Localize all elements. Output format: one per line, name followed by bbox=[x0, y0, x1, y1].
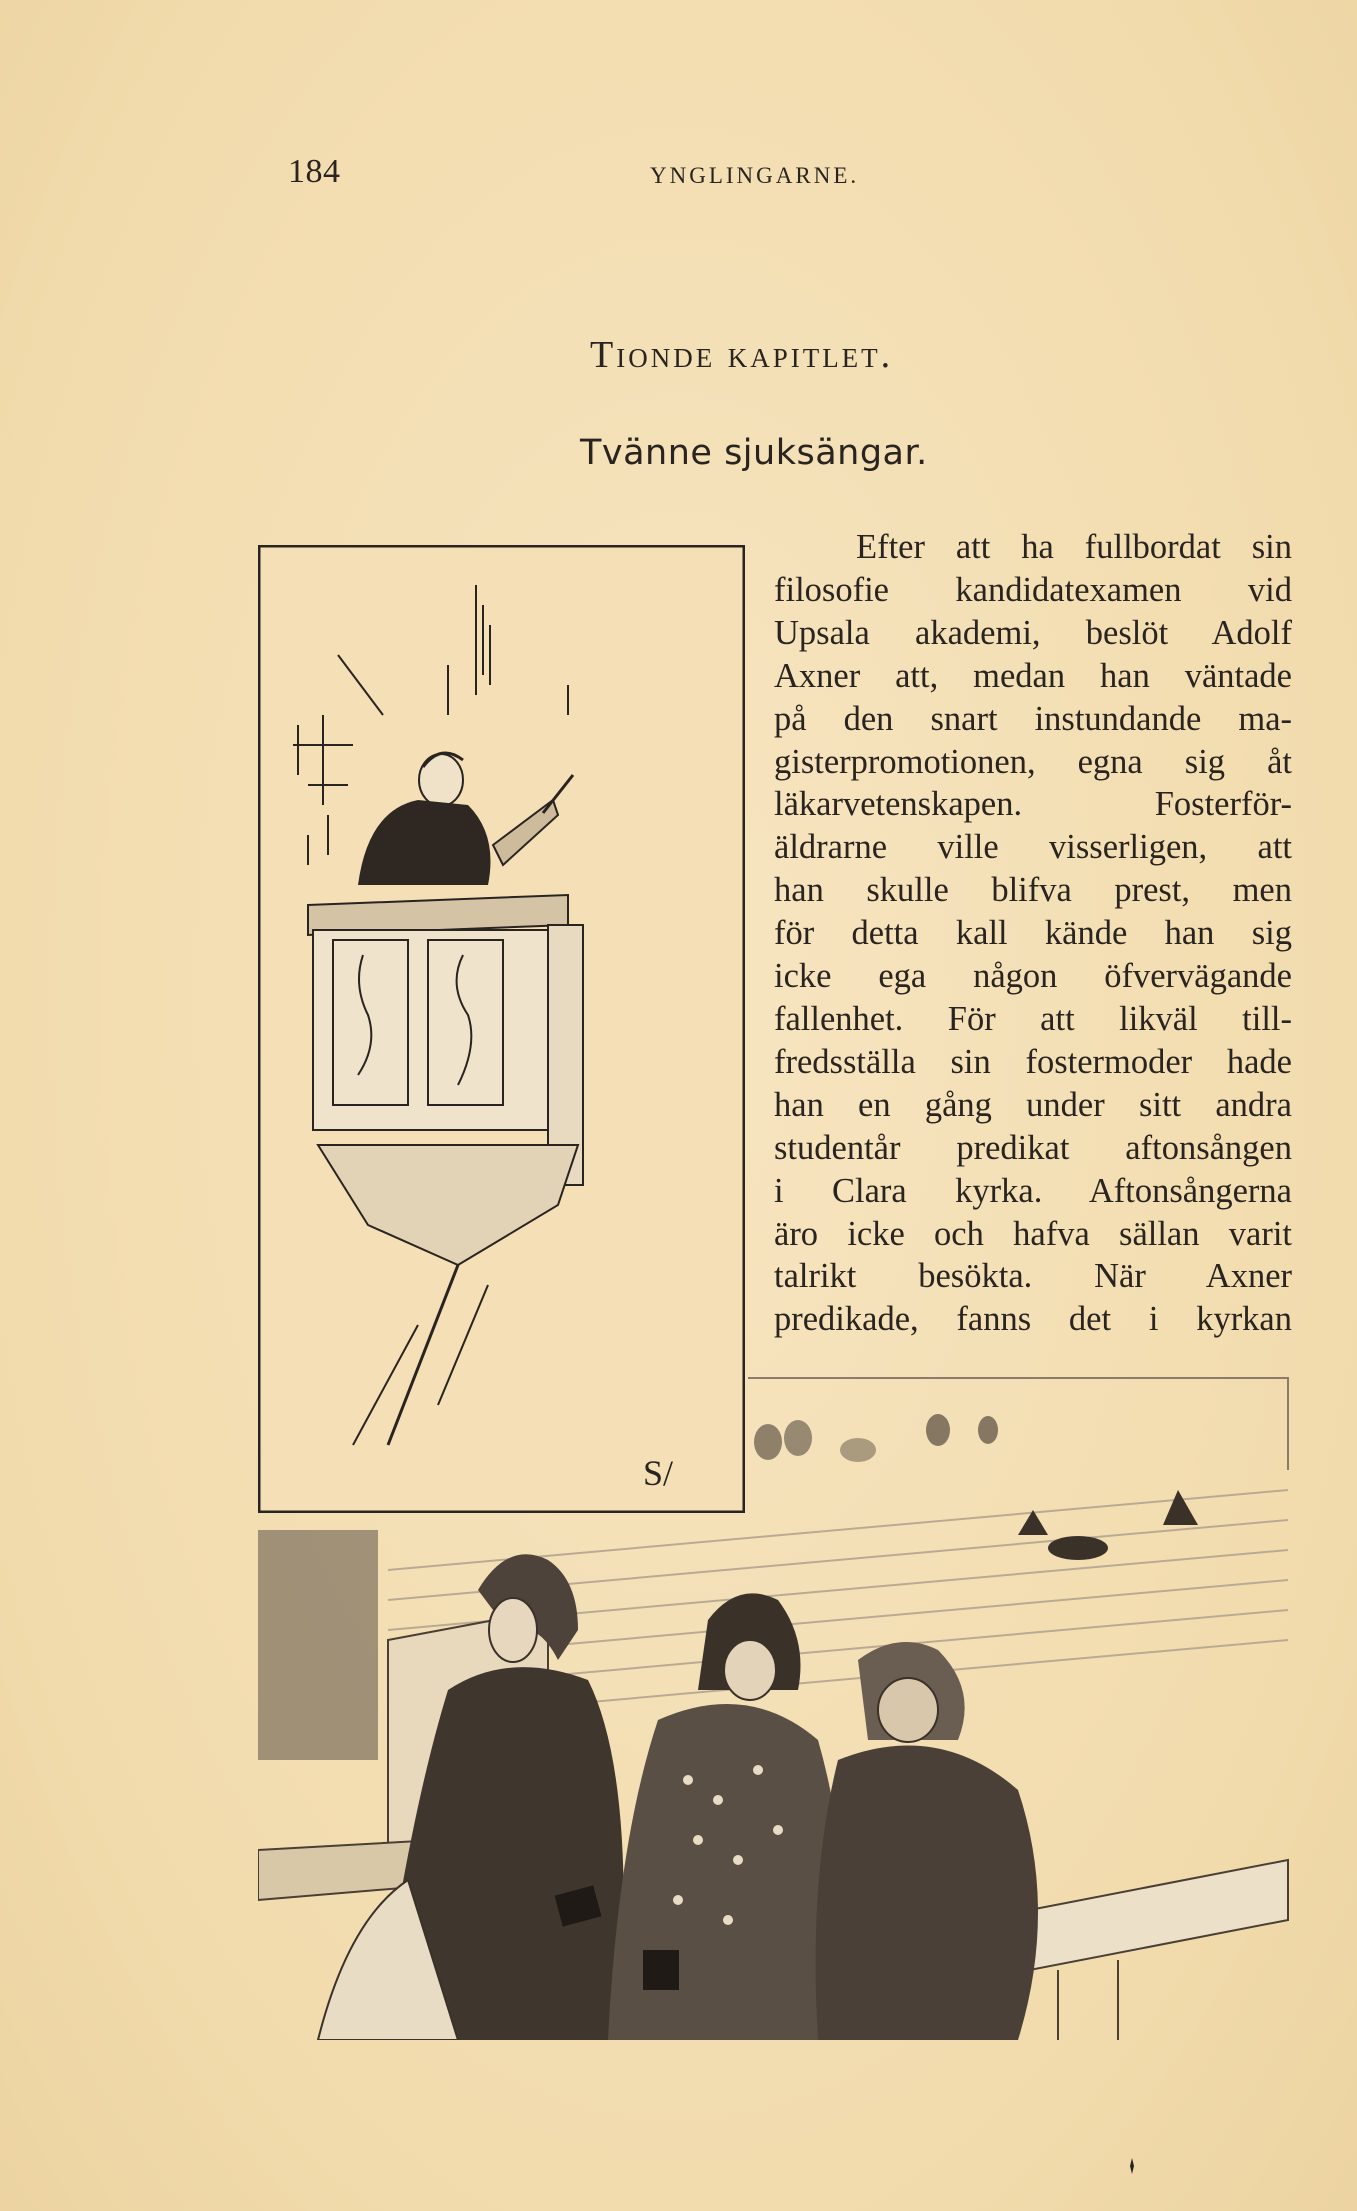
text-line: i Clara kyrka. Aftonsångerna bbox=[774, 1171, 1292, 1210]
text-line: han en gång under sitt andra bbox=[774, 1085, 1292, 1124]
text-line: fallenhet. För att likväl till- bbox=[774, 999, 1292, 1038]
text-line: icke ega någon öfvervägande bbox=[774, 957, 1292, 996]
text-line: på den snart instundande ma- bbox=[774, 699, 1292, 738]
text-line: studentår predikat aftonsången bbox=[774, 1128, 1292, 1167]
illustration-signature: S/ bbox=[643, 1453, 674, 1493]
text-line: äro icke och hafva sällan varit bbox=[774, 1214, 1292, 1253]
text-line: filosofie kandidatexamen vid bbox=[774, 570, 1292, 609]
text-line: Axner att, medan han väntade bbox=[774, 656, 1292, 695]
text-line: predikade, fanns det i kyrkan bbox=[774, 1300, 1292, 1339]
text-line: Efter att ha fullbordat sin bbox=[856, 528, 1292, 566]
chapter-heading: Tionde kapitlet. bbox=[590, 334, 894, 376]
text-line: fredsställa sin fostermoder hade bbox=[774, 1042, 1292, 1081]
ink-speck bbox=[1128, 2158, 1136, 2174]
text-line: läkarvetenskapen. Fosterför- bbox=[774, 785, 1292, 824]
running-head: YNGLINGARNE. bbox=[650, 163, 860, 188]
chapter-subtitle: Tvänne sjuksängar. bbox=[580, 433, 928, 473]
text-line: han skulle blifva prest, men bbox=[774, 871, 1292, 910]
text-line: talrikt besökta. När Axner bbox=[774, 1257, 1292, 1296]
text-line: Upsala akademi, beslöt Adolf bbox=[774, 613, 1292, 652]
chapter-body bbox=[774, 526, 1292, 1341]
text-line: äldrarne ville visserligen, att bbox=[774, 828, 1292, 867]
text-line: gisterpromotionen, egna sig åt bbox=[774, 742, 1292, 781]
pulpit-illustration bbox=[258, 545, 745, 1513]
page-number: 184 bbox=[288, 153, 341, 190]
text-line: för detta kall kände han sig bbox=[774, 914, 1292, 953]
